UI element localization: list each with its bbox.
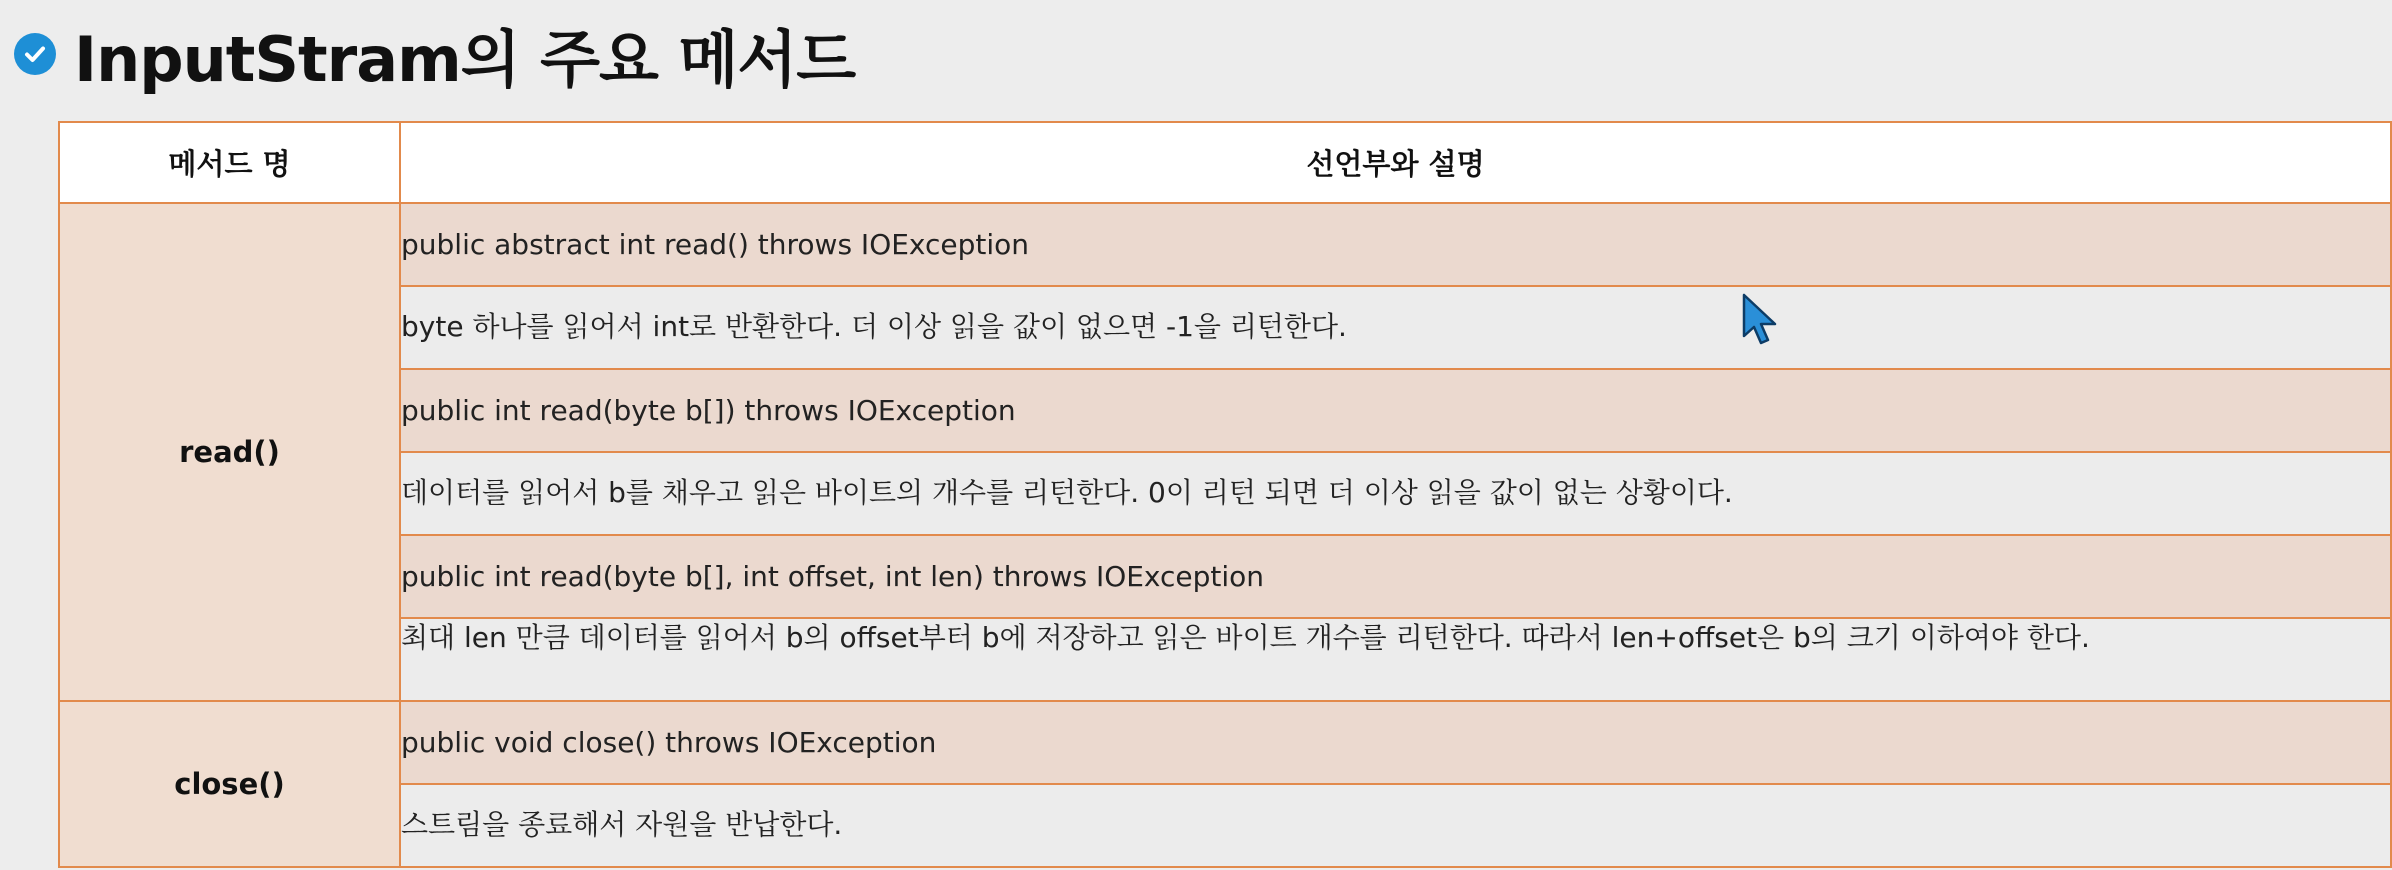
signature-cell: public int read(byte b[], int offset, int len) throws IOException [400, 535, 2391, 618]
table-row [59, 784, 2391, 867]
method-name-close: close() [59, 701, 400, 867]
description-cell: 스트림을 종료해서 자원을 반납한다. [400, 784, 2391, 867]
description-cell: 최대 len 만큼 데이터를 읽어서 b의 offset부터 b에 저장하고 읽은 바이트 개수를 리턴한다. 따라서 len+offset은 b의 크기 이하여야 한다. [400, 618, 2391, 701]
description-cell: byte 하나를 읽어서 int로 반환한다. 더 이상 읽을 값이 없으면 -1을 리턴한다. [400, 286, 2391, 369]
method-name-read: read() [59, 203, 400, 701]
table-header-row [59, 122, 2391, 203]
check-circle-icon [14, 33, 56, 75]
description-cell: 데이터를 읽어서 b를 채우고 읽은 바이트의 개수를 리턴한다. 0이 리턴 되면 더 이상 읽을 값이 없는 상황이다. [400, 452, 2391, 535]
signature-cell: public abstract int read() throws IOException [400, 203, 2391, 286]
methods-table [58, 121, 2392, 868]
signature-cell: public int read(byte b[]) throws IOException [400, 369, 2391, 452]
header-declaration-description: 선언부와 설명 [400, 122, 2391, 203]
table-row [59, 618, 2391, 701]
table-row [59, 452, 2391, 535]
title-row [14, 8, 855, 100]
page-title: InputStram의 주요 메서드 [74, 22, 856, 96]
signature-cell: public void close() throws IOException [400, 701, 2391, 784]
header-method-name: 메서드 명 [59, 122, 400, 203]
table-row [59, 286, 2391, 369]
table-row [59, 369, 2391, 452]
mouse-pointer-icon [1740, 292, 1784, 348]
table-row [59, 701, 2391, 784]
table-row [59, 535, 2391, 618]
table-row [59, 203, 2391, 286]
